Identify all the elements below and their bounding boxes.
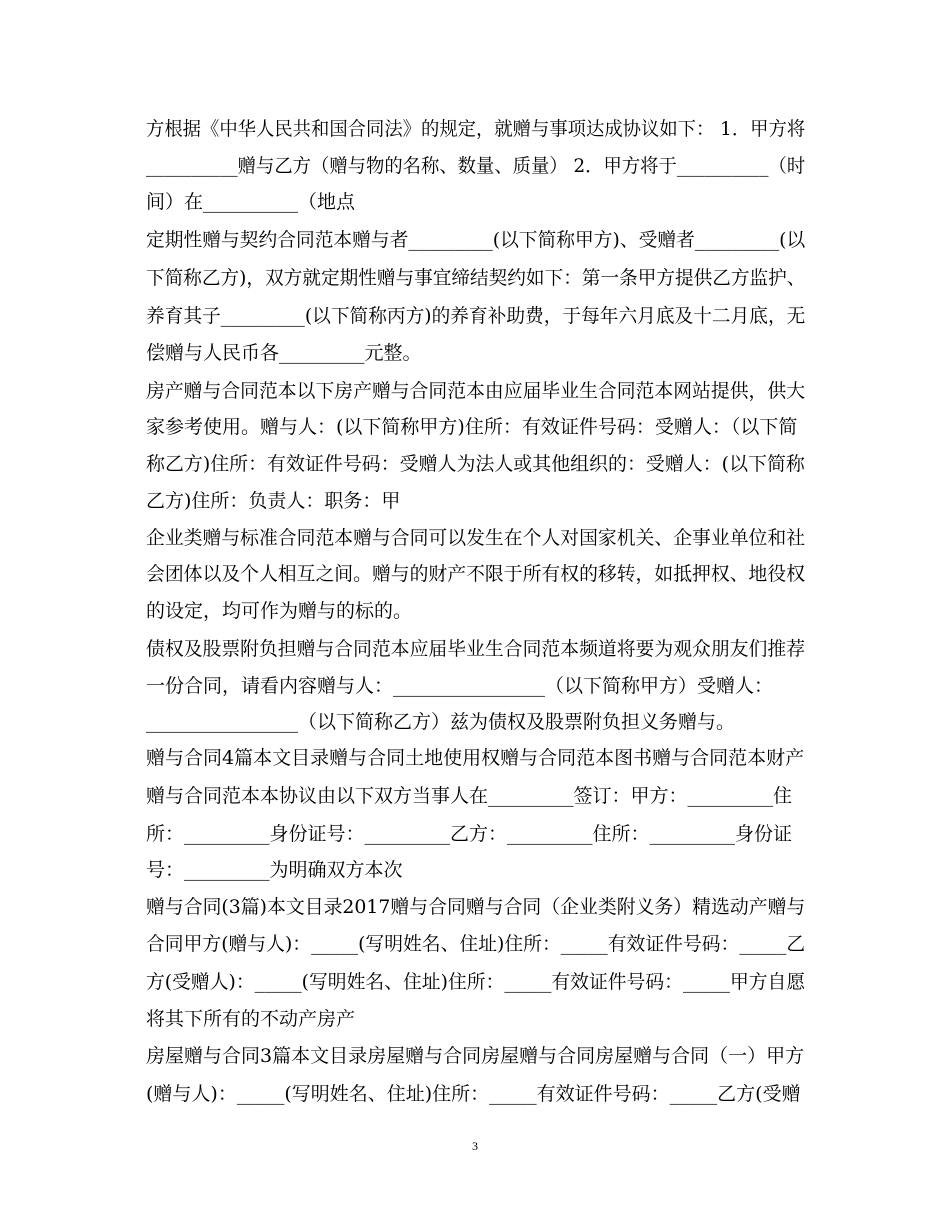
body-text-line: 债权及股票附负担赠与合同范本应届毕业生合同范本频道将要为观众朋友们推荐 (146, 638, 806, 660)
body-text-line: 养育其子_________(以下简称丙方)的养育补助费，于每年六月底及十二月底，无 (146, 305, 806, 327)
body-text-line: 所：_________身份证号：_________乙方：_________住所：_________身份证 (146, 823, 793, 845)
body-text-line: 会团体以及个人相互之间。赠与的财产不限于所有权的移转，如抵押权、地役权 (146, 563, 806, 585)
body-text-line: 赠与合同范本本协议由以下双方当事人在_________签订：甲方：_________住 (146, 785, 793, 807)
body-text-line: 家参考使用。赠与人：(以下简称甲方)住所：有效证件号码：受赠人：（以下简 (146, 416, 798, 438)
body-text-line: 将其下所有的不动产房产 (146, 1008, 356, 1030)
body-text-line: 房产赠与合同范本以下房产赠与合同范本由应届毕业生合同范本网站提供，供大 (146, 380, 806, 402)
body-text-line: 称乙方)住所：有效证件号码：受赠人为法人或其他组织的：受赠人：(以下简称 (146, 453, 805, 475)
body-text-line: 乙方)住所：负责人：职务：甲 (146, 490, 401, 512)
body-text-line: 下简称乙方)，双方就定期性赠与事宜缔结契约如下：第一条甲方提供乙方监护、 (146, 267, 806, 289)
body-text-line: 一份合同，请看内容赠与人：________________（以下简称甲方）受赠人： (146, 675, 774, 697)
body-text-line: 赠与合同4篇本文目录赠与合同土地使用权赠与合同范本图书赠与合同范本财产 (146, 747, 805, 769)
body-text-line: 号：_________为明确双方本次 (146, 859, 403, 881)
body-text-line: __________赠与乙方（赠与物的名称、数量、质量） 2．甲方将于__________（时 (146, 155, 806, 177)
body-text-line: 定期性赠与契约合同范本赠与者_________(以下简称甲方)、受赠者_________(以 (146, 229, 806, 251)
body-text-line: 偿赠与人民币各_________元整。 (146, 342, 422, 364)
page-number: 3 (472, 1139, 478, 1153)
body-text-line: 房屋赠与合同3篇本文目录房屋赠与合同房屋赠与合同房屋赠与合同（一）甲方 (146, 1045, 805, 1067)
body-text-line: 的设定，均可作为赠与的标的。 (146, 600, 413, 622)
body-text-line: 合同甲方(赠与人)：_____(写明姓名、住址)住所：_____有效证件号码：_____乙 (146, 933, 806, 955)
body-text-line: 赠与合同(3篇)本文目录2017赠与合同赠与合同（企业类附义务）精选动产赠与 (146, 896, 806, 918)
body-text-line: (赠与人)：_____(写明姓名、住址)住所：_____有效证件号码：_____乙方(受赠 (146, 1083, 801, 1105)
body-text-line: 方根据《中华人民共和国合同法》的规定，就赠与事项达成协议如下： 1．甲方将 (146, 118, 806, 140)
body-text-line: 方(受赠人)：_____(写明姓名、住址)住所：_____有效证件号码：_____甲方自愿 (146, 971, 806, 993)
body-text-line: ________________（以下简称乙方）兹为债权及股票附负担义务赠与。 (146, 711, 736, 733)
body-text-line: 企业类赠与标准合同范本赠与合同可以发生在个人对国家机关、企事业单位和社 (146, 527, 806, 549)
body-text-line: 间）在__________（地点 (146, 191, 356, 213)
